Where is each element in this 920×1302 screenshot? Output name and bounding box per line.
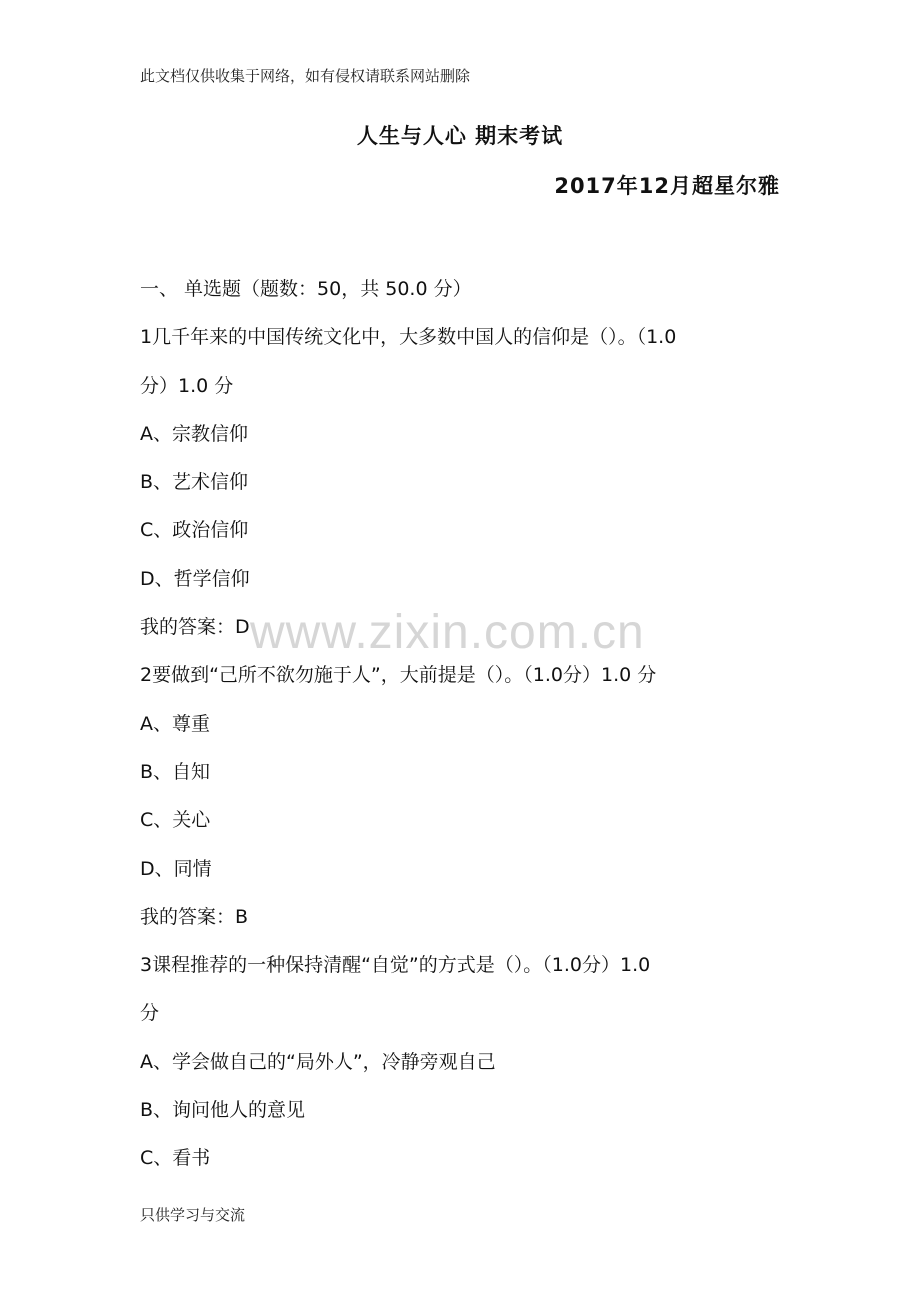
question-2-option-d: D、同情 <box>140 857 212 880</box>
footer-note: 只供学习与交流 <box>140 1206 246 1224</box>
question-3-option-a: A、学会做自己的“局外人”，冷静旁观自己 <box>140 1050 496 1073</box>
question-2-option-b: B、自知 <box>140 760 211 783</box>
question-3-stem: 3课程推荐的一种保持清醒“自觉”的方式是（）。（1.0分）1.0 <box>140 954 651 977</box>
question-3-stem-continued: 分 <box>140 1002 160 1025</box>
question-3-option-b: B、询问他人的意见 <box>140 1099 306 1122</box>
question-2-stem: 2要做到“己所不欲勿施于人”，大前提是（）。（1.0分）1.0 分 <box>140 664 657 687</box>
question-1-option-c: C、政治信仰 <box>140 519 249 542</box>
exam-body <box>140 265 790 1183</box>
watermark: www.zixin.com.cn <box>250 606 645 659</box>
question-3-option-c: C、看书 <box>140 1147 211 1170</box>
section-heading: 一、 单选题（题数：50，共 50.0 分） <box>140 278 472 300</box>
question-1-answer: 我的答案：D <box>140 616 250 639</box>
question-1-stem: 1几千年来的中国传统文化中，大多数中国人的信仰是（）。（1.0 <box>140 326 677 349</box>
question-1-option-d: D、哲学信仰 <box>140 567 250 590</box>
header-note: 此文档仅供收集于网络，如有侵权请联系网站删除 <box>140 67 471 85</box>
question-2-option-c: C、关心 <box>140 809 211 832</box>
document-subtitle: 2017年12月超星尔雅 <box>554 174 780 198</box>
question-2-option-a: A、尊重 <box>140 712 210 735</box>
question-2-answer: 我的答案：B <box>140 905 249 928</box>
question-1-option-b: B、艺术信仰 <box>140 471 249 494</box>
question-1-stem-continued: 分）1.0 分 <box>140 374 234 397</box>
document-title: 人生与人心 期末考试 <box>356 124 564 148</box>
question-1-option-a: A、宗教信仰 <box>140 422 248 445</box>
